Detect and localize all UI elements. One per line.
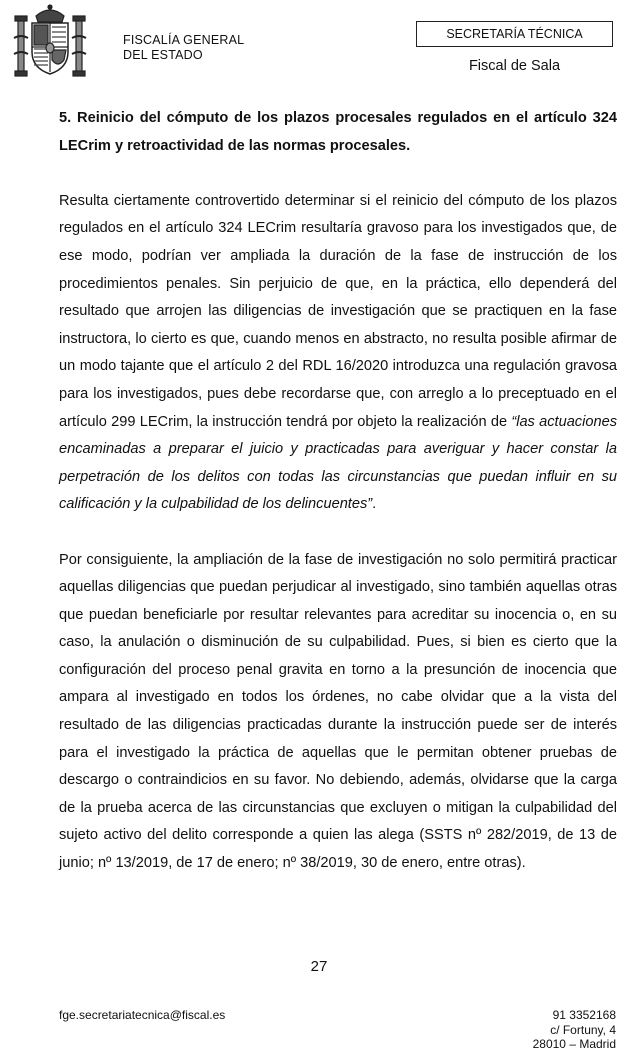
footer-contact [533,1008,616,1052]
paragraph-2: Por consiguiente, la ampliación de la fase de investigación no solo permitirá practicar aquellas diligencias que puedan perjudicar al investigado, sino también aquellas otras que puedan beneficiarle por resultar relevantes para acreditar su inocencia o, en su caso, la anulación o disminución de su culpabilidad. Pues, si bien es cierto que la configuración del proceso penal gravita en torno a la presunción de inocencia que ampara al investigado en todos los órdenes, no cabe olvidar que a la vista del resultado de las diligencias practicadas durante la instrucción puede ser de interés para el investigado la práctica de aquellas que le permitan obtener pruebas de descargo o contraindicios en su favor. No debiendo, además, olvidarse que la carga de la prueba acerca de las circunstancias que excluyen o mitigan la culpabilidad del sujeto activo del delito corresponde a quien las alega (SSTS nº 282/2019, de 13 de junio; nº 13/2019, de 17 de enero; nº 38/2019, 30 de enero, entre otras). [59,551,617,872]
footer-email: fge.secretariatecnica@fiscal.es [59,1008,226,1022]
section-heading: 5. Reinicio del cómputo de los plazos procesales regulados en el artículo 324 LECrim y retroactividad de las normas procesales. [59,110,617,154]
paragraph-1-text: Resulta ciertamente controvertido determinar si el reinicio del cómputo de los plazos regulados en el artículo 324 LECrim resultaría gravoso para los investigados que, de ese modo, podrían ver ampliada la duración de la fase de instrucción de los procedimientos penales. Sin perjuicio de que, en la práctica, ello dependerá del resultado que arrojen las diligencias de investigación que se practiquen en la fase instructora, lo cierto es que, cuando menos en abstracto, no resulta posible afirmar de un modo tajante que el artículo 2 del RDL 16/2020 introduzca una regulación gravosa para los investigados, pues debe recordarse que, con arreglo a lo preceptuado en el artículo 299 LECrim, la instrucción tendrá por objeto la realización de [59,192,617,430]
department-box [416,21,613,47]
paragraph-1-end: . [372,496,377,513]
org-line-2: DEL ESTADO [123,48,203,62]
header-subtitle: Fiscal de Sala [468,58,561,74]
organization-name [123,33,244,63]
document-body [59,105,617,878]
footer-address-1: c/ Fortuny, 4 [550,1022,616,1037]
paragraph-1 [59,188,617,519]
page-number: 27 [310,958,328,975]
department-label: SECRETARÍA TÉCNICA [446,27,583,41]
org-line-1: FISCALÍA GENERAL [123,33,245,47]
footer-address-2: 28010 – Madrid [532,1037,616,1051]
coat-of-arms-logo [12,2,88,82]
footer-phone: 91 3352168 [552,1008,616,1022]
legal-quote: “las actuaciones encaminadas a preparar el juicio y practicadas para averiguar y hacer constar la perpetración de los delitos con todas las circunstancias que puedan influir en su calificación y la culpabilidad de los delincuentes” [59,413,617,513]
